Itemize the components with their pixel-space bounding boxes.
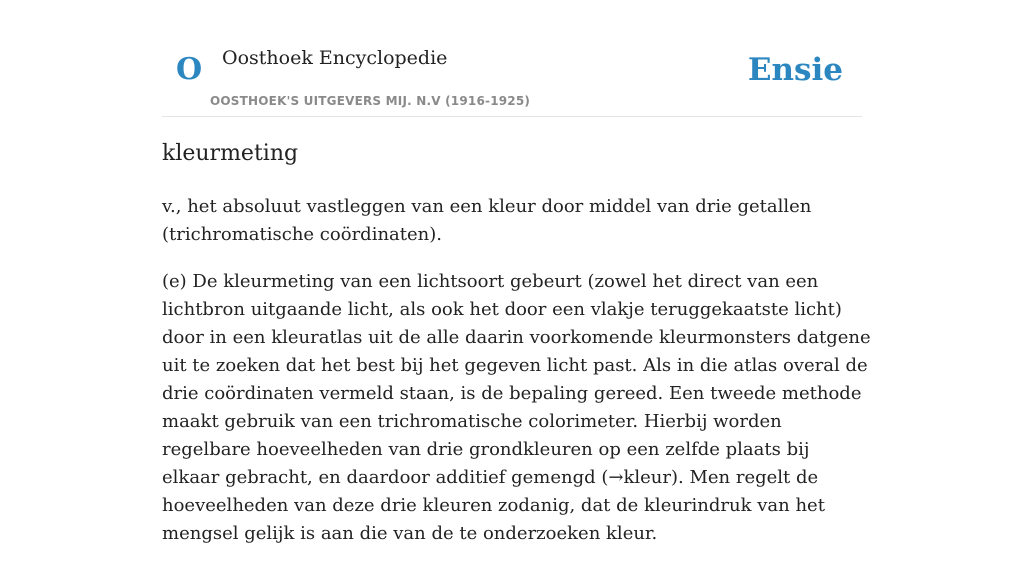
ensie-logo[interactable]: Ensie: [747, 52, 843, 88]
entry-paragraph: (e) De kleurmeting van een lichtsoort gebeurt (zowel het direct van een lichtbron uitgaande licht, als ook het door een vlakje teruggekaatste licht) door in een kleuratlas uit de alle daarin voorkomende kleurmonsters datgene uit te zoeken dat het best bij het gegeven licht past. Als in die atlas overal de drie coördinaten vermeld staan, is de bepaling gereed. Een tweede methode maakt gebruik van een trichromatische colorimeter. Hierbij worden regelbare hoeveelheden van drie grondkleuren op een zelfde plaats bij elkaar gebracht, en daardoor additief gemengd (→kleur). Men regelt de hoeveelheden van deze drie kleuren zodanig, dat de kleurindruk van het mengsel gelijk is aan die van de te onderzoeken kleur.: [162, 271, 871, 544]
entry-paragraph: v., het absoluut vastleggen van een kleur door middel van drie getallen (trichromatische coördinaten).: [162, 196, 812, 245]
entry-title: kleurmeting: [162, 141, 299, 166]
publisher-label: OOSTHOEK'S UITGEVERS MIJ. N.V (1916-1925): [210, 94, 531, 108]
book-title[interactable]: Oosthoek Encyclopedie: [222, 47, 448, 69]
site-header: [162, 0, 862, 117]
entry-content: [162, 138, 872, 567]
book-logo[interactable]: O: [176, 52, 203, 87]
